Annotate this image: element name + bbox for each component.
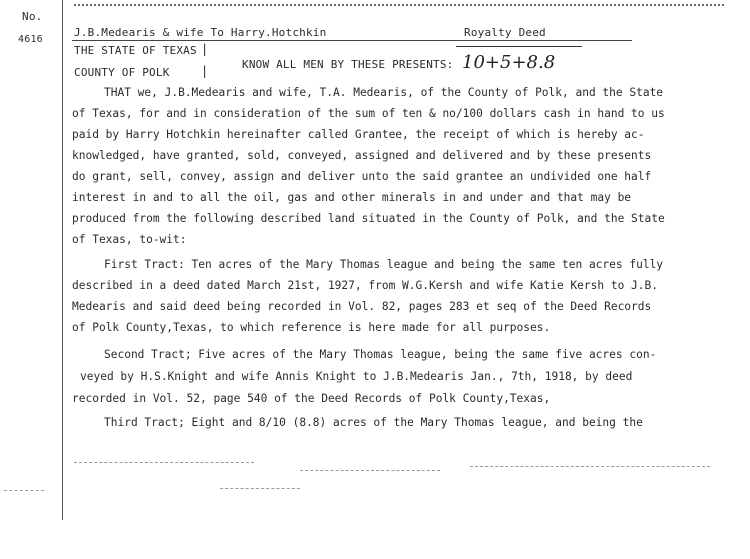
header-rule	[72, 40, 632, 41]
body-line: do grant, sell, convey, assign and deliver unto the said grantee an undivided one half	[72, 170, 652, 183]
state-caption: THE STATE OF TEXAS	[74, 44, 197, 57]
body-line: knowledged, have granted, sold, conveyed, assigned and delivered and by these presents	[72, 149, 652, 162]
venue-bracket-top: |	[201, 42, 209, 56]
body-line: of Polk County,Texas, to which reference is here made for all purposes.	[72, 321, 551, 334]
know-all-men: KNOW ALL MEN BY THESE PRESENTS:	[242, 58, 454, 71]
bottom-dashed-edge	[4, 490, 44, 491]
body-line: paid by Harry Hotchkin hereinafter called Grantee, the receipt of which is hereby ac-	[72, 128, 645, 141]
body-line: interest in and to all the oil, gas and other minerals in and under and that may be	[72, 191, 632, 204]
bottom-dashed-edge	[470, 466, 710, 467]
body-line: of Texas, to-wit:	[72, 233, 187, 246]
number-label: No.	[22, 10, 43, 23]
handwritten-acreage-note: 10+5+8.8	[462, 52, 556, 73]
parties-line: J.B.Medearis & wife To Harry.Hotchkin	[74, 26, 327, 39]
body-line: veyed by H.S.Knight and wife Annis Knight to J.B.Medearis Jan., 7th, 1918, by deed	[80, 370, 633, 383]
handwritten-underline	[456, 46, 582, 47]
deed-type: Royalty Deed	[464, 26, 546, 39]
bottom-dashed-edge	[74, 462, 254, 463]
bottom-dashed-edge	[220, 488, 300, 489]
venue-bracket-bottom: |	[201, 64, 209, 78]
body-line: of Texas, for and in consideration of the sum of ten & no/100 dollars cash in hand to us	[72, 107, 665, 120]
top-dotted-border	[74, 4, 724, 6]
body-line: Medearis and said deed being recorded in Vol. 82, pages 283 et seq of the Deed Records	[72, 300, 652, 313]
body-line: THAT we, J.B.Medearis and wife, T.A. Medearis, of the County of Polk, and the State	[104, 86, 664, 99]
body-line: First Tract: Ten acres of the Mary Thomas league and being the same ten acres fully	[104, 258, 664, 271]
left-margin-rule	[62, 0, 63, 520]
bottom-dashed-edge	[300, 470, 440, 471]
body-line: Second Tract; Five acres of the Mary Thomas league, being the same five acres con-	[104, 348, 657, 361]
county-caption: COUNTY OF POLK	[74, 66, 170, 79]
document-number: 4616	[18, 34, 43, 45]
body-line: Third Tract; Eight and 8/10 (8.8) acres of the Mary Thomas league, and being the	[104, 416, 643, 429]
body-line: recorded in Vol. 52, page 540 of the Deed Records of Polk County,Texas,	[72, 392, 551, 405]
body-line: described in a deed dated March 21st, 1927, from W.G.Kersh and wife Katie Kersh to J.B.	[72, 279, 658, 292]
body-line: produced from the following described land situated in the County of Polk, and the State	[72, 212, 665, 225]
